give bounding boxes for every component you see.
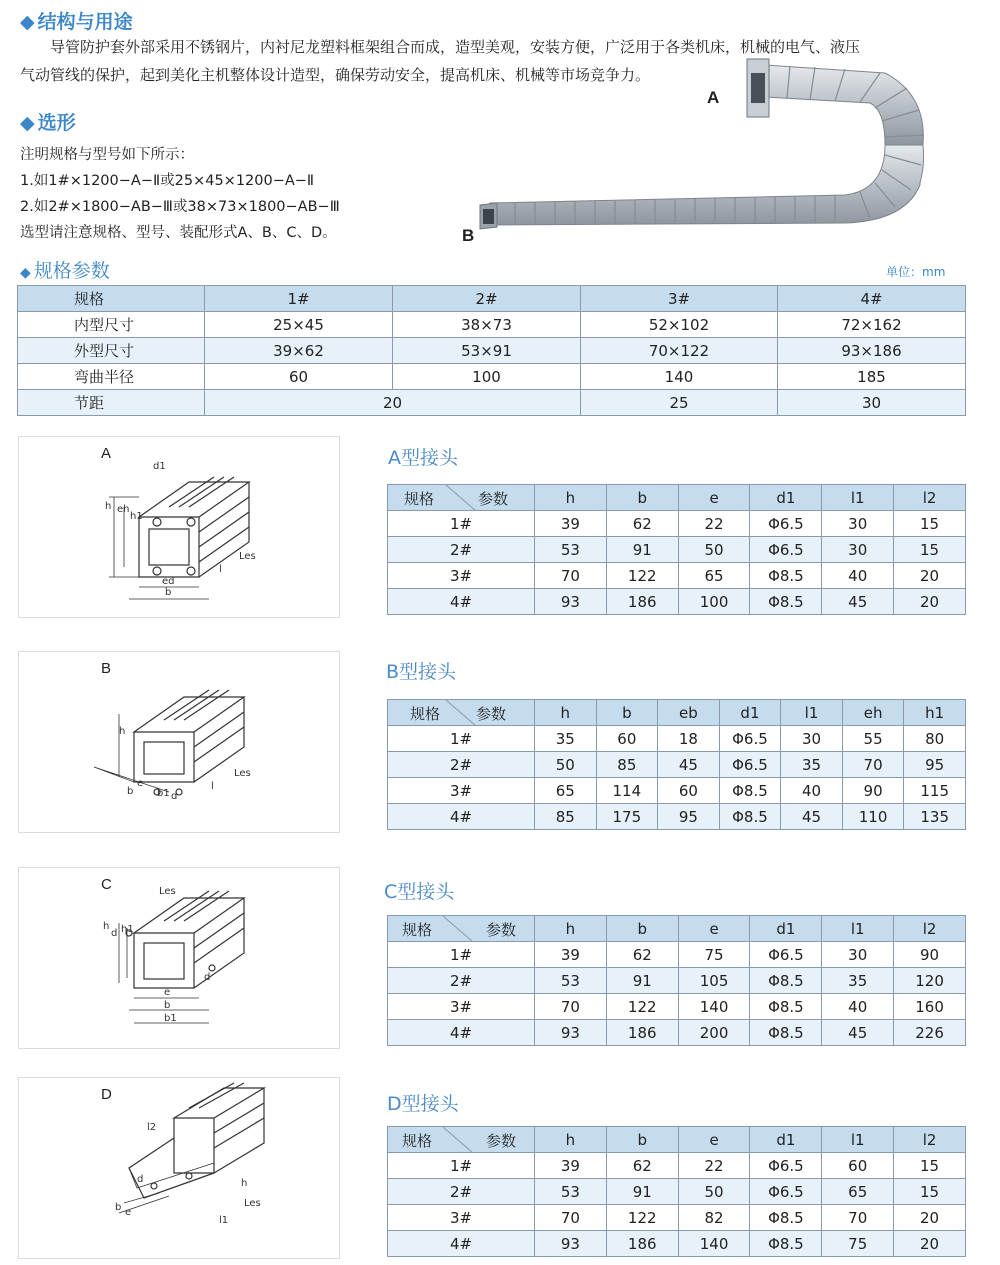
col-header: l1 [822, 916, 894, 942]
col-header: b [596, 700, 658, 726]
connector-b-title: B型接头 [386, 661, 457, 683]
spec-cell: 25 [581, 390, 778, 416]
col-header: l2 [894, 1127, 966, 1153]
cell: Φ8.5 [719, 804, 781, 830]
diag-right-label: 参数 [475, 705, 506, 723]
cell: 50 [678, 537, 750, 563]
cell: 1# [388, 1153, 535, 1179]
cell: 35 [781, 752, 843, 778]
cell: 70 [822, 1205, 894, 1231]
col-header: h [535, 485, 607, 511]
cell: 50 [535, 752, 597, 778]
table-row [388, 804, 966, 830]
spec-header-cell: 4# [778, 286, 966, 312]
col-header: d1 [719, 700, 781, 726]
dim-label: h1 [130, 511, 143, 522]
cell: 4# [388, 804, 535, 830]
cell: 35 [535, 726, 597, 752]
col-header: l1 [822, 485, 894, 511]
dim-label: l2 [147, 1122, 157, 1133]
cell: 93 [535, 589, 607, 615]
col-header: d1 [750, 485, 822, 511]
cell: 3# [388, 778, 535, 804]
cell: 1# [388, 726, 535, 752]
spec-header-cell: 1# [205, 286, 393, 312]
spec-header-row [18, 286, 966, 312]
spec-cell: 72×162 [778, 312, 966, 338]
dim-label: eh [117, 504, 130, 515]
cell: 4# [388, 1231, 535, 1257]
dim-label: d [171, 791, 178, 802]
spec-cell: 53×91 [393, 338, 581, 364]
figure-label: B [101, 660, 112, 677]
col-header: d1 [750, 1127, 822, 1153]
spec-cell: 25×45 [205, 312, 393, 338]
cell: 35 [822, 968, 894, 994]
spec-header-cell: 2# [393, 286, 581, 312]
cell: Φ8.5 [750, 994, 822, 1020]
table-row [388, 752, 966, 778]
cell: 90 [894, 942, 966, 968]
connector-b-header-row [388, 700, 966, 726]
col-header: eb [658, 700, 720, 726]
table-row [388, 563, 966, 589]
cell: 70 [535, 994, 607, 1020]
col-header: l2 [894, 485, 966, 511]
spec-cell: 60 [205, 364, 393, 390]
cell: 175 [596, 804, 658, 830]
cell: 45 [822, 589, 894, 615]
cell: 62 [606, 942, 678, 968]
dim-label: e [125, 1207, 132, 1218]
col-header: b [606, 485, 678, 511]
cell: 2# [388, 752, 535, 778]
dim-label: d [204, 972, 211, 983]
col-header: h1 [904, 700, 966, 726]
table-row [388, 589, 966, 615]
spec-cell: 140 [581, 364, 778, 390]
diamond-bullet-icon: ◆ [20, 112, 35, 134]
diamond-bullet-icon: ◆ [20, 11, 35, 33]
params-title [20, 256, 110, 283]
cell: 140 [678, 994, 750, 1020]
cell: 45 [781, 804, 843, 830]
diag-left-label: 规格 [402, 1132, 433, 1150]
cell: 65 [535, 778, 597, 804]
spec-cell: 外型尺寸 [18, 338, 205, 364]
col-header: l1 [822, 1127, 894, 1153]
cell: 120 [894, 968, 966, 994]
cell: 55 [842, 726, 904, 752]
cell: 100 [678, 589, 750, 615]
cell: 65 [822, 1179, 894, 1205]
connector-b-table [387, 699, 966, 830]
col-header: d1 [750, 916, 822, 942]
cell: 70 [842, 752, 904, 778]
cell: 3# [388, 1205, 535, 1231]
cell: 85 [535, 804, 597, 830]
cell: 30 [822, 942, 894, 968]
cell: 30 [781, 726, 843, 752]
cell: 1# [388, 511, 535, 537]
diagonal-header-cell [388, 1127, 535, 1153]
cell: 18 [658, 726, 720, 752]
connector-a-header-row [388, 485, 966, 511]
cell: Φ6.5 [719, 752, 781, 778]
cell: Φ6.5 [750, 511, 822, 537]
spec-cell: 100 [393, 364, 581, 390]
connector-c-title: C型接头 [384, 881, 455, 903]
cell: 53 [535, 537, 607, 563]
cell: 115 [904, 778, 966, 804]
figure-b [18, 651, 340, 833]
cell: 15 [894, 511, 966, 537]
params-title-text: 规格参数 [33, 260, 110, 282]
table-row [388, 778, 966, 804]
cell: Φ6.5 [750, 537, 822, 563]
cell: 15 [894, 1179, 966, 1205]
cell: Φ8.5 [750, 1205, 822, 1231]
cell: Φ6.5 [750, 1153, 822, 1179]
dim-label: e [164, 987, 171, 998]
diagonal-header-cell [388, 916, 535, 942]
cell: 62 [606, 511, 678, 537]
cell: 30 [822, 511, 894, 537]
cell: 122 [606, 563, 678, 589]
cell: 15 [894, 537, 966, 563]
dim-label: Les [234, 768, 251, 779]
dim-label: h [103, 921, 110, 932]
spec-cell: 弯曲半径 [18, 364, 205, 390]
diamond-bullet-icon: ◆ [20, 265, 31, 281]
cell: 160 [894, 994, 966, 1020]
table-row [388, 537, 966, 563]
connector-c-drawing [19, 868, 339, 1048]
cell: 186 [606, 589, 678, 615]
spec-cell: 20 [205, 390, 581, 416]
photo-label-a: A [707, 88, 720, 107]
cell: 122 [606, 1205, 678, 1231]
diag-right-label: 参数 [485, 1132, 516, 1150]
connector-c-table [387, 915, 966, 1046]
dim-label: d [137, 1174, 144, 1185]
structure-line-1: 导管防护套外部采用不锈钢片，内衬尼龙塑料框架组合而成，造型美观，安装方便，广泛用于各类机床，机械的电气、液压 [50, 38, 861, 56]
figure-c [18, 867, 340, 1049]
dim-label: b1 [164, 1013, 177, 1024]
cell: 186 [606, 1020, 678, 1046]
dim-label: l [211, 781, 214, 792]
connector-d-header-row [388, 1127, 966, 1153]
cell: 39 [535, 1153, 607, 1179]
cell: 39 [535, 942, 607, 968]
unit-label: 单位：mm [886, 265, 946, 279]
dim-label: ed [162, 576, 175, 587]
cell: 95 [658, 804, 720, 830]
cell: 39 [535, 511, 607, 537]
dim-label: l [219, 564, 222, 575]
diagonal-header-cell [388, 485, 535, 511]
cell: 70 [535, 563, 607, 589]
cell: 2# [388, 537, 535, 563]
dim-label: b [165, 587, 172, 598]
connector-a-drawing [19, 437, 339, 617]
selection-line-1: 注明规格与型号如下所示： [20, 147, 194, 163]
col-header: e [678, 485, 750, 511]
connector-d-drawing [19, 1078, 339, 1258]
dim-label: b [127, 786, 134, 797]
spec-header-cell: 规格 [18, 286, 205, 312]
spec-cell: 70×122 [581, 338, 778, 364]
cell: 30 [822, 537, 894, 563]
figure-d [18, 1077, 340, 1259]
table-row [388, 968, 966, 994]
cell: 50 [678, 1179, 750, 1205]
table-row [388, 726, 966, 752]
selection-line-4: 选型请注意规格、型号、装配形式A、B、C、D。 [20, 225, 337, 241]
table-row [388, 511, 966, 537]
cell: Φ8.5 [750, 1231, 822, 1257]
spec-cell: 内型尺寸 [18, 312, 205, 338]
cell: Φ8.5 [750, 1020, 822, 1046]
cell: 40 [822, 563, 894, 589]
cell: 62 [606, 1153, 678, 1179]
col-header: b [606, 1127, 678, 1153]
cell: 4# [388, 589, 535, 615]
dim-label: e [137, 778, 144, 789]
spec-cell: 93×186 [778, 338, 966, 364]
dim-label: Les [239, 551, 256, 562]
table-row [388, 1153, 966, 1179]
cell: 22 [678, 1153, 750, 1179]
cell: 1# [388, 942, 535, 968]
cell: 60 [596, 726, 658, 752]
spec-row [18, 312, 966, 338]
cell: 60 [822, 1153, 894, 1179]
cell: 40 [822, 994, 894, 1020]
col-header: h [535, 1127, 607, 1153]
diag-left-label: 规格 [402, 921, 433, 939]
dim-label: h1 [121, 924, 134, 935]
cell: 45 [822, 1020, 894, 1046]
table-row [388, 1020, 966, 1046]
spec-cell: 185 [778, 364, 966, 390]
cell: 110 [842, 804, 904, 830]
cell: 3# [388, 994, 535, 1020]
connector-d-table [387, 1126, 966, 1257]
dim-label: d1 [153, 461, 166, 472]
cell: 90 [842, 778, 904, 804]
cable-carrier-photo [475, 55, 975, 275]
dim-label: d [111, 928, 118, 939]
selection-title-text: 选形 [37, 112, 76, 134]
col-header: eh [842, 700, 904, 726]
cell: Φ8.5 [719, 778, 781, 804]
figure-label: C [101, 876, 112, 893]
spec-cell: 节距 [18, 390, 205, 416]
cell: 20 [894, 1231, 966, 1257]
col-header: l1 [781, 700, 843, 726]
dim-label: b [164, 1000, 171, 1011]
cell: 20 [894, 563, 966, 589]
cell: 91 [606, 537, 678, 563]
cell: 95 [904, 752, 966, 778]
cell: Φ8.5 [750, 968, 822, 994]
cell: Φ8.5 [750, 589, 822, 615]
diag-left-label: 规格 [410, 705, 441, 723]
spec-pitch-row [18, 390, 966, 416]
table-row [388, 1205, 966, 1231]
spec-header-cell: 3# [581, 286, 778, 312]
structure-line-2: 气动管线的保护，起到美化主机整体设计造型，确保劳动安全，提高机床、机械等市场竞争力。 [20, 66, 651, 84]
connector-b-drawing [19, 652, 339, 832]
table-row [388, 1231, 966, 1257]
diag-left-label: 规格 [404, 490, 435, 508]
cell: 91 [606, 1179, 678, 1205]
cell: 82 [678, 1205, 750, 1231]
spec-row [18, 338, 966, 364]
connector-c-header-row [388, 916, 966, 942]
dim-label: l1 [219, 1215, 229, 1226]
cell: 65 [678, 563, 750, 589]
cell: 53 [535, 968, 607, 994]
spec-table [17, 285, 966, 416]
cell: 226 [894, 1020, 966, 1046]
spec-cell: 52×102 [581, 312, 778, 338]
cell: 91 [606, 968, 678, 994]
cell: 85 [596, 752, 658, 778]
connector-a-title: A型接头 [388, 447, 458, 469]
connector-d-title: D型接头 [387, 1093, 459, 1115]
figure-a [18, 436, 340, 618]
cell: 75 [822, 1231, 894, 1257]
photo-label-b: B [462, 226, 475, 245]
table-row [388, 994, 966, 1020]
figure-label: D [101, 1086, 112, 1103]
selection-line-3: 2.如2#×1800−AB−Ⅲ或38×73×1800−AB−Ⅲ [20, 199, 340, 215]
dim-label: Les [244, 1198, 261, 1209]
cell: Φ8.5 [750, 563, 822, 589]
col-header: h [535, 700, 597, 726]
figure-label: A [101, 445, 112, 462]
structure-title [20, 7, 133, 34]
diag-right-label: 参数 [485, 921, 516, 939]
cell: 80 [904, 726, 966, 752]
cell: 93 [535, 1231, 607, 1257]
spec-row [18, 364, 966, 390]
dim-label: b1 [157, 788, 170, 799]
cell: 114 [596, 778, 658, 804]
cell: 45 [658, 752, 720, 778]
cell: 186 [606, 1231, 678, 1257]
col-header: h [535, 916, 607, 942]
cell: 15 [894, 1153, 966, 1179]
spec-cell: 38×73 [393, 312, 581, 338]
spec-cell: 30 [778, 390, 966, 416]
dim-label: h [105, 501, 112, 512]
dim-label: h [119, 726, 126, 737]
spec-cell: 39×62 [205, 338, 393, 364]
cell: 122 [606, 994, 678, 1020]
cell: 53 [535, 1179, 607, 1205]
dim-label: h [241, 1178, 248, 1189]
selection-title [20, 108, 76, 135]
cell: Φ6.5 [750, 1179, 822, 1205]
dim-label: b [115, 1202, 122, 1213]
cell: 135 [904, 804, 966, 830]
cell: 4# [388, 1020, 535, 1046]
col-header: b [606, 916, 678, 942]
diagonal-header-cell [388, 700, 535, 726]
cell: 20 [894, 1205, 966, 1231]
cell: 93 [535, 1020, 607, 1046]
cell: 60 [658, 778, 720, 804]
cell: 40 [781, 778, 843, 804]
cell: 3# [388, 563, 535, 589]
table-row [388, 942, 966, 968]
cell: 22 [678, 511, 750, 537]
cell: 75 [678, 942, 750, 968]
table-row [388, 1179, 966, 1205]
cell: 20 [894, 589, 966, 615]
cell: 200 [678, 1020, 750, 1046]
cell: 105 [678, 968, 750, 994]
col-header: e [678, 1127, 750, 1153]
cell: 2# [388, 968, 535, 994]
selection-line-2: 1.如1#×1200−A−Ⅱ或25×45×1200−A−Ⅱ [20, 173, 315, 189]
cell: Φ6.5 [719, 726, 781, 752]
dim-label: Les [159, 886, 176, 897]
cell: 140 [678, 1231, 750, 1257]
cell: 2# [388, 1179, 535, 1205]
col-header: l2 [894, 916, 966, 942]
diag-right-label: 参数 [477, 490, 508, 508]
cell: 70 [535, 1205, 607, 1231]
structure-title-text: 结构与用途 [37, 11, 133, 33]
cell: Φ6.5 [750, 942, 822, 968]
connector-a-table [387, 484, 966, 615]
col-header: e [678, 916, 750, 942]
